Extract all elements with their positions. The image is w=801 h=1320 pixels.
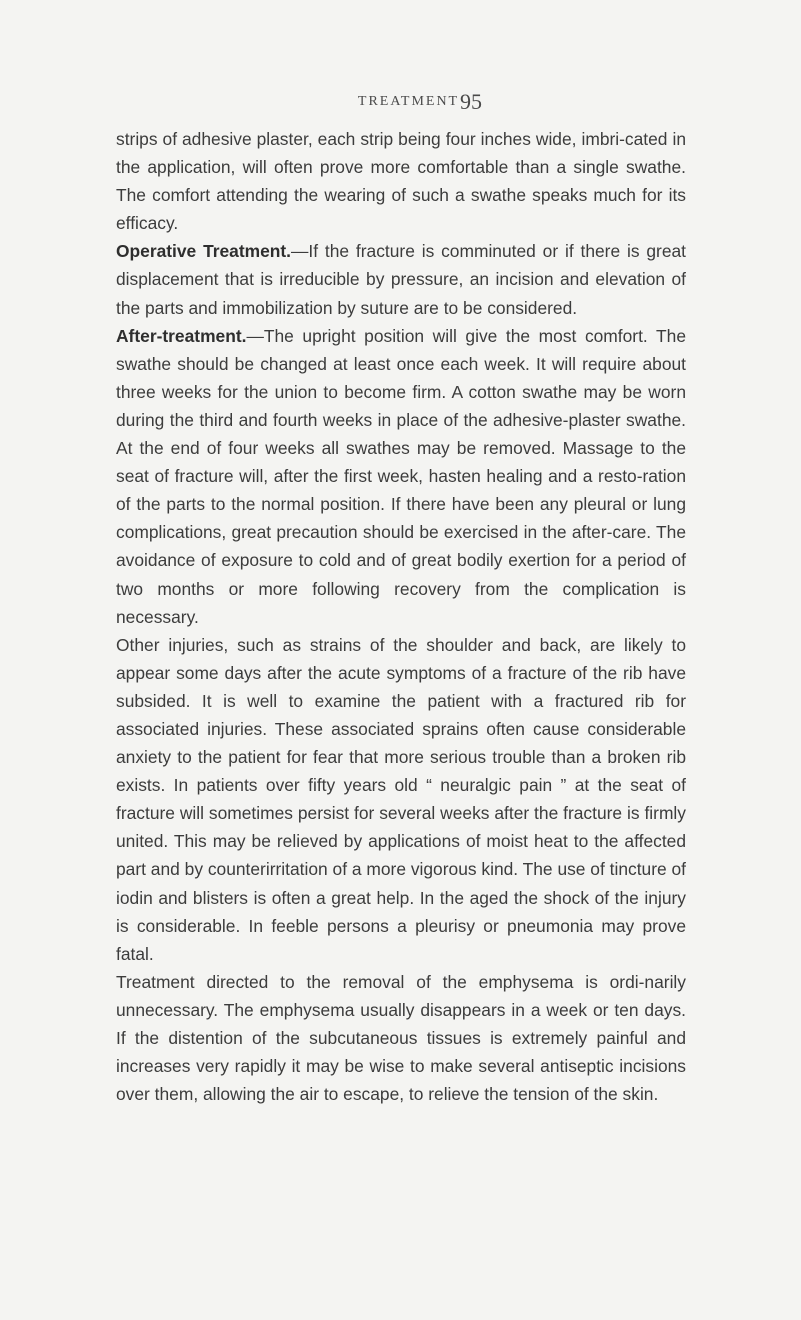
running-header [0, 91, 801, 121]
paragraph-continuation [116, 125, 686, 237]
body-text [116, 125, 686, 1108]
paragraph-text: Other injuries, such as strains of the shoulder and back, are likely to appear some days after the acute symptoms of a fracture of the rib have subsided. It is well to examine the patient with a fractured rib for associated injuries. These associated sprains often cause considerable anxiety to the patient for fear that more serious trouble than a broken rib exists. In patients over fifty years old “ neuralgic pain ” at the seat of fracture will sometimes persist for several weeks after the fracture is firmly united. This may be relieved by applications of moist heat to the affected part and by counterirritation of a more vigorous kind. The use of tincture of iodin and blisters is often a great help. In the aged the shock of the injury is considerable. In feeble persons a pleurisy or pneumonia may prove fatal. [116, 634, 687, 964]
paragraph-text: strips of adhesive plaster, each strip being four inches wide, imbri-cated in the application, will often prove more comfortable than a single swathe. The comfort attending the wearing of such a swathe speaks much for its efficacy. [116, 129, 686, 234]
running-title: TREATMENT [357, 94, 460, 109]
section-heading-after-treatment: After-treatment. [116, 325, 247, 346]
paragraph-other-injuries [116, 631, 686, 968]
paragraph-emphysema [116, 968, 686, 1108]
paragraph-after-treatment [116, 322, 686, 631]
page-number: 95 [460, 89, 482, 114]
paragraph-text: —The upright position will give the most comfort. The swathe should be changed at least once each week. It will require about three weeks for the union to become firm. A cotton swathe may be worn during the third and fourth weeks in place of the adhesive-plaster swathe. At the end of four weeks all swathes may be removed. Massage to the seat of fracture will, after the first week, hasten healing and a resto-ration of the parts to the normal position. If there have been any pleural or lung complications, great precaution should be exercised in the after-care. The avoidance of exposure to cold and of great bodily exertion for a period of two months or more following recovery from the complication is necessary. [116, 325, 686, 627]
paragraph-text: Treatment directed to the removal of the emphysema is ordi-narily unnecessary. The emphysema usually disappears in a week or ten days. If the distention of the subcutaneous tissues is extremely painful and increases very rapidly it may be wise to make several antiseptic incisions over them, allowing the air to escape, to relieve the tension of the skin. [116, 971, 686, 1105]
section-heading-operative-treatment: Operative Treatment. [116, 241, 292, 262]
paragraph-text: —If the fracture is comminuted or if there is great displacement that is irreducible by pressure, an incision and elevation of the parts and immobilization by suture are to be considered. [116, 241, 686, 318]
paragraph-operative-treatment [116, 237, 686, 321]
